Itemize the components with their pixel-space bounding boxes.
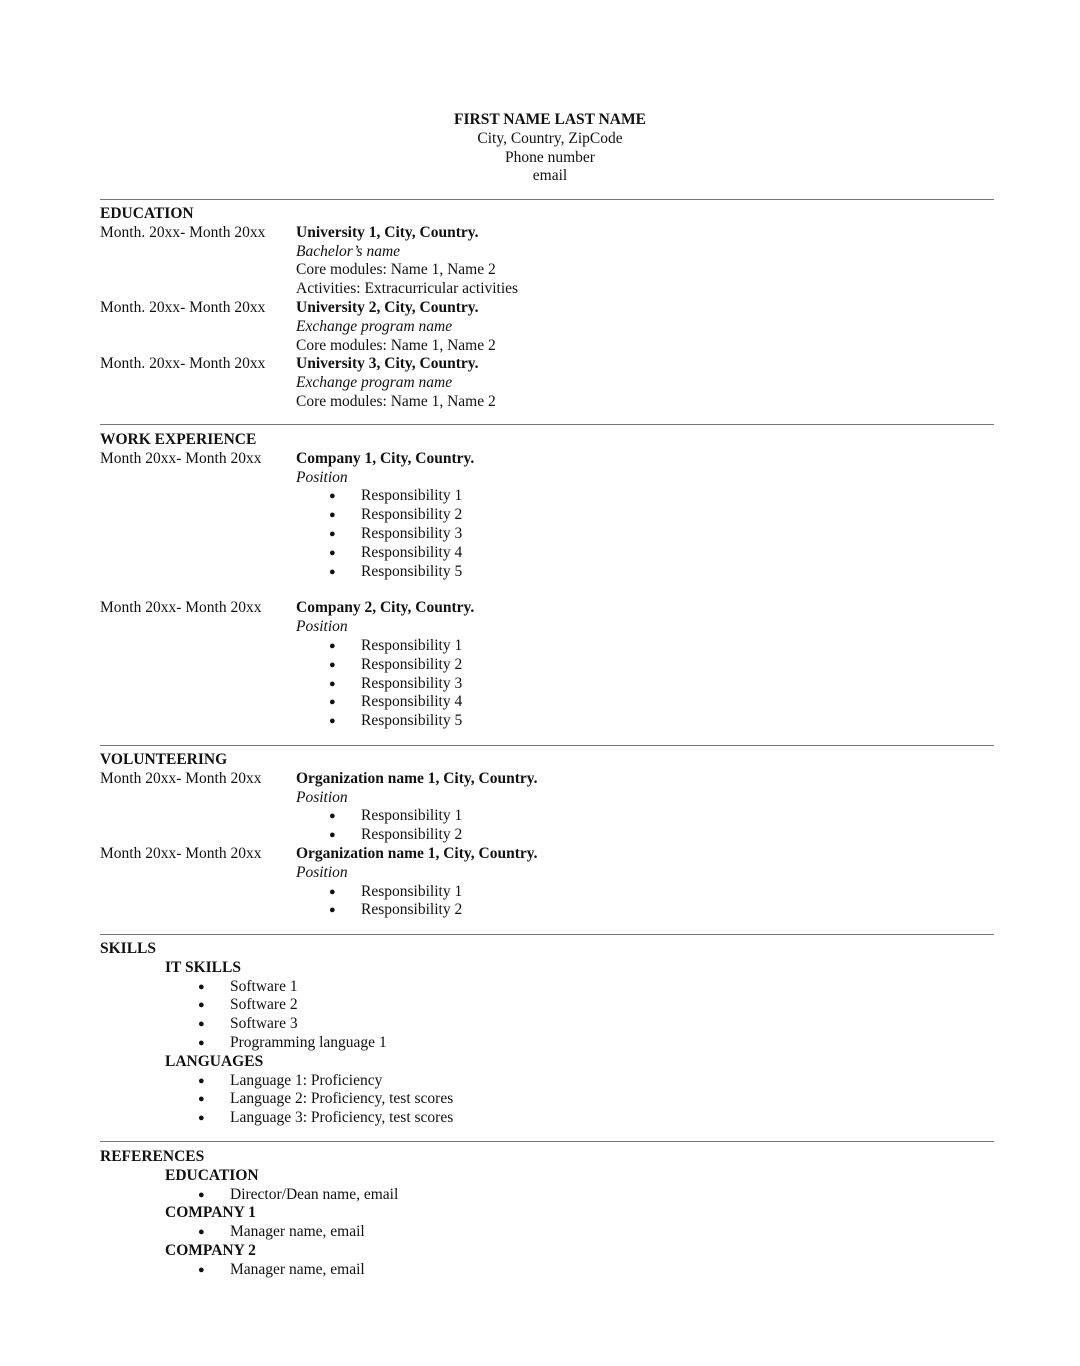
divider: [100, 199, 994, 200]
email: email: [532, 167, 568, 185]
entry-dates: Month. 20xx- Month 20xx: [100, 298, 266, 316]
reference-list: [100, 1261, 994, 1280]
volunteering-entry: [100, 770, 994, 845]
it-skills-list: [100, 978, 994, 1053]
responsibility-list: [296, 487, 994, 581]
full-name: FIRST NAME LAST NAME: [454, 111, 646, 128]
section-title: SKILLS: [100, 940, 157, 957]
responsibility-list: [296, 637, 994, 731]
work-entry: [100, 599, 994, 731]
divider: [100, 424, 994, 425]
school-name: University 3, City, Country.: [296, 355, 479, 373]
position: Position: [296, 788, 348, 806]
education-entry: [100, 224, 994, 299]
languages-title: LANGUAGES: [165, 1052, 264, 1070]
reference-list: [100, 1223, 994, 1242]
education-entry: [100, 299, 994, 355]
phone: Phone number: [505, 148, 595, 166]
language-item: ● Language 1: Proficiency: [100, 1072, 994, 1091]
section-title: REFERENCES: [100, 1148, 205, 1165]
program-name: Bachelor’s name: [296, 242, 401, 260]
reference-item: ● Director/Dean name, email: [100, 1186, 994, 1205]
company-name: Company 1, City, Country.: [296, 449, 475, 467]
position: Position: [296, 863, 348, 881]
reference-group-title: COMPANY 1: [165, 1204, 256, 1222]
entry-dates: Month. 20xx- Month 20xx: [100, 355, 266, 373]
work-entry: [100, 450, 994, 582]
responsibility-item: ● Responsibility 4: [296, 544, 994, 563]
divider: [100, 1141, 994, 1142]
education-section: [100, 205, 994, 412]
skill-item: ● Software 1: [100, 978, 994, 997]
company-name: Company 2, City, Country.: [296, 599, 475, 617]
language-item: ● Language 2: Proficiency, test scores: [100, 1090, 994, 1109]
skill-item: ● Software 3: [100, 1015, 994, 1034]
core-modules: Core modules: Name 1, Name 2: [296, 392, 496, 410]
school-name: University 2, City, Country.: [296, 298, 479, 316]
education-entry: [100, 355, 994, 411]
responsibility-item: ● Responsibility 1: [296, 487, 994, 506]
core-modules: Core modules: Name 1, Name 2: [296, 336, 496, 354]
responsibility-item: ● Responsibility 5: [296, 563, 994, 582]
school-name: University 1, City, Country.: [296, 223, 479, 241]
reference-item: ● Manager name, email: [100, 1223, 994, 1242]
it-skills-title: IT SKILLS: [165, 958, 241, 976]
activities: Activities: Extracurricular activities: [296, 280, 519, 298]
responsibility-item: ● Responsibility 2: [296, 506, 994, 525]
responsibility-item: ● Responsibility 2: [296, 656, 994, 675]
location: City, Country, ZipCode: [477, 129, 623, 147]
volunteering-entry: [100, 845, 994, 920]
position: Position: [296, 468, 348, 486]
responsibility-list: [296, 807, 994, 845]
responsibility-item: ● Responsibility 2: [296, 901, 994, 920]
entry-dates: Month 20xx- Month 20xx: [100, 844, 262, 862]
reference-list: [100, 1186, 994, 1205]
responsibility-item: ● Responsibility 1: [296, 883, 994, 902]
program-name: Exchange program name: [296, 374, 453, 392]
responsibility-item: ● Responsibility 1: [296, 807, 994, 826]
entry-dates: Month 20xx- Month 20xx: [100, 599, 262, 617]
responsibility-item: ● Responsibility 4: [296, 693, 994, 712]
responsibility-item: ● Responsibility 2: [296, 826, 994, 845]
section-title: EDUCATION: [100, 205, 194, 222]
reference-item: ● Manager name, email: [100, 1261, 994, 1280]
language-item: ● Language 3: Proficiency, test scores: [100, 1109, 994, 1128]
entry-dates: Month. 20xx- Month 20xx: [100, 223, 266, 241]
skill-item: ● Software 2: [100, 996, 994, 1015]
program-name: Exchange program name: [296, 317, 453, 335]
reference-group-title: EDUCATION: [165, 1166, 259, 1184]
resume-header: [0, 111, 1080, 186]
divider: [100, 745, 994, 746]
position: Position: [296, 618, 348, 636]
skill-item: ● Programming language 1: [100, 1034, 994, 1053]
core-modules: Core modules: Name 1, Name 2: [296, 261, 496, 279]
reference-group-title: COMPANY 2: [165, 1241, 256, 1259]
divider: [100, 934, 994, 935]
section-title: WORK EXPERIENCE: [100, 431, 257, 448]
organization-name: Organization name 1, City, Country.: [296, 844, 538, 862]
section-title: VOLUNTEERING: [100, 751, 228, 768]
responsibility-list: [296, 883, 994, 921]
references-section: [100, 1148, 994, 1280]
work-experience-section: [100, 431, 994, 731]
skills-section: [100, 940, 994, 1128]
responsibility-item: ● Responsibility 1: [296, 637, 994, 656]
entry-dates: Month 20xx- Month 20xx: [100, 449, 262, 467]
responsibility-item: ● Responsibility 3: [296, 525, 994, 544]
responsibility-item: ● Responsibility 3: [296, 675, 994, 694]
responsibility-item: ● Responsibility 5: [296, 712, 994, 731]
entry-dates: Month 20xx- Month 20xx: [100, 769, 262, 787]
languages-list: [100, 1072, 994, 1128]
volunteering-section: [100, 751, 994, 920]
organization-name: Organization name 1, City, Country.: [296, 769, 538, 787]
